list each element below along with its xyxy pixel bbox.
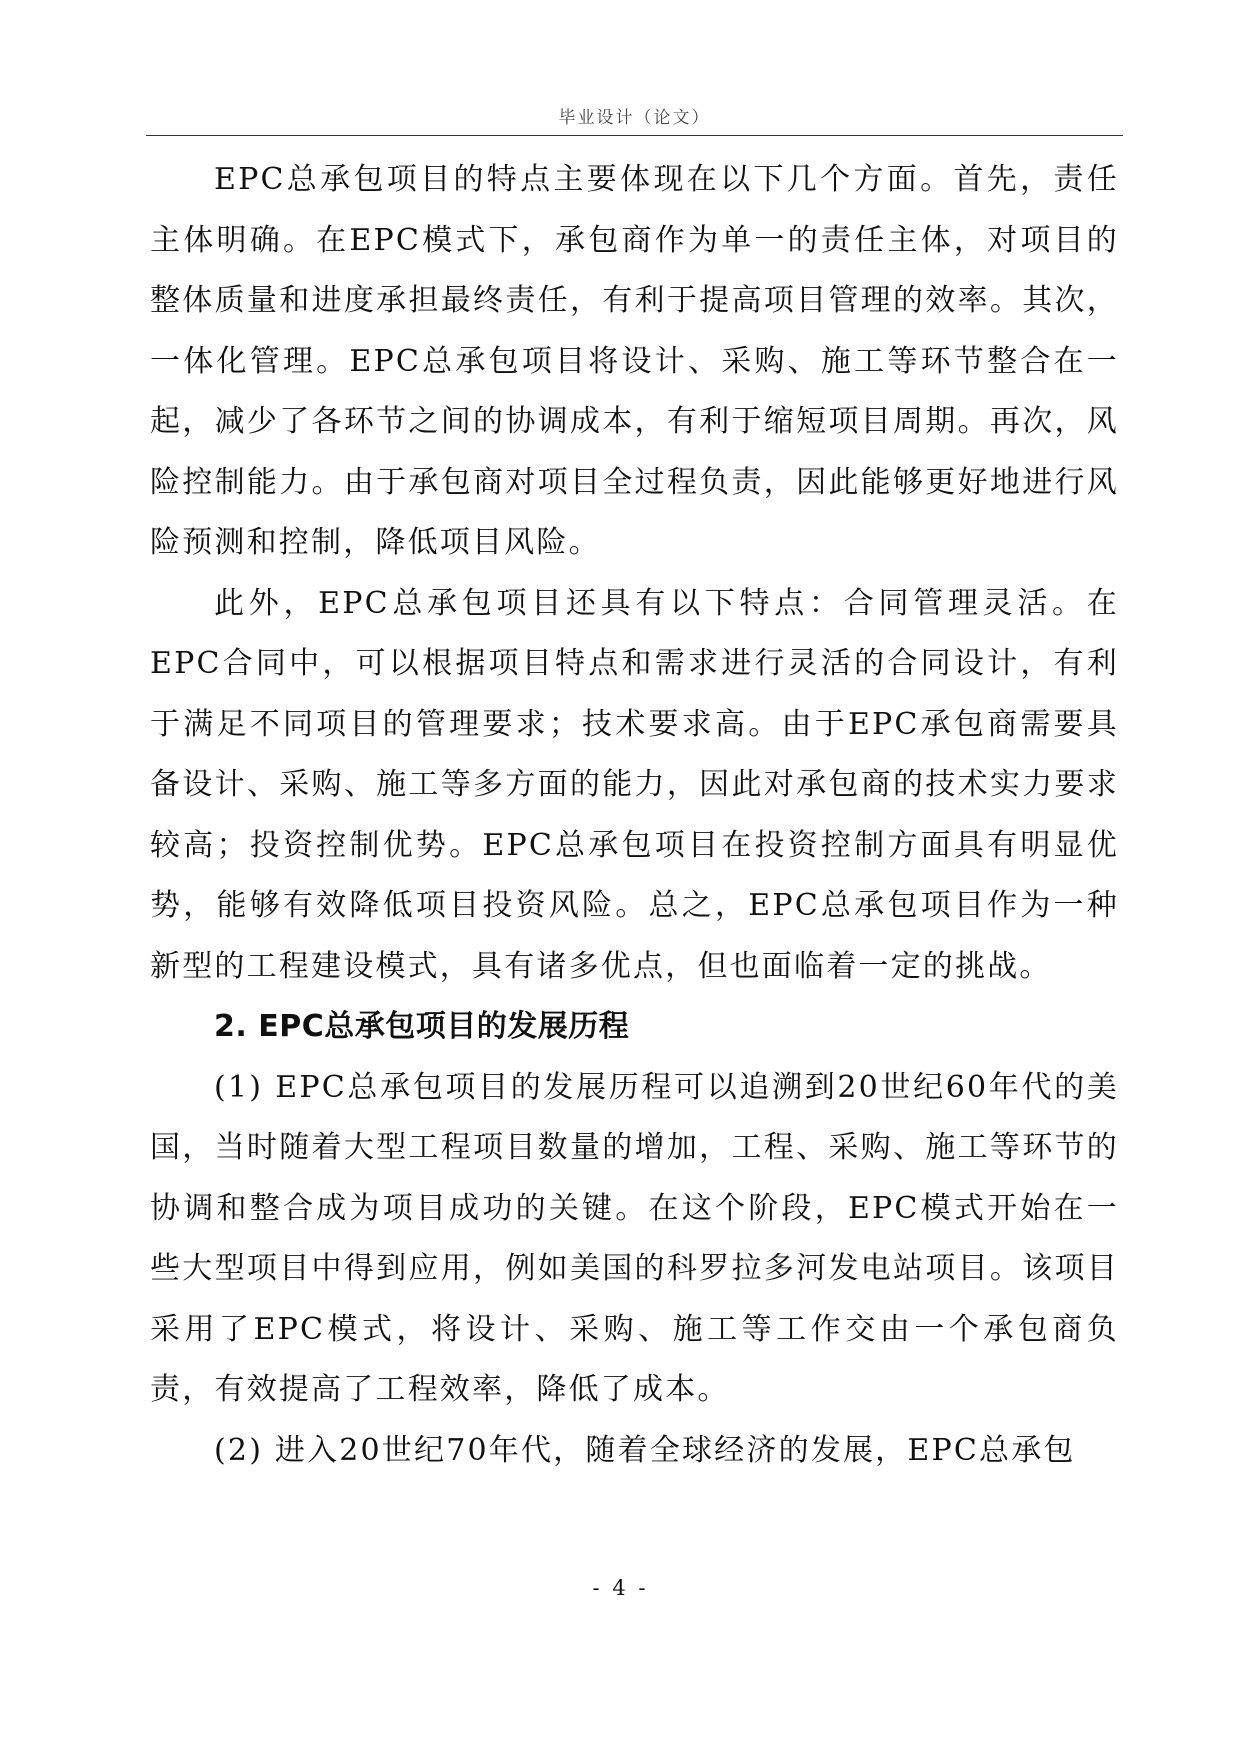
section-heading: 2. EPC总承包项目的发展历程 <box>214 1009 630 1044</box>
header-divider <box>146 135 1123 136</box>
body-paragraph-1: EPC总承包项目的特点主要体现在以下几个方面。首先，责任主体明确。在EPC模式下，承包商作为单一的责任主体，对项目的整体质量和进度承担最终责任，有利于提高项目管理的效率。其次，一体化管理。EPC总承包项目将设计、采购、施工等环节整合在一起，减少了各环节之间的协调成本，有利于缩短项目周期。再次，风险控制能力。由于承包商对项目全过程负责，因此能够更好地进行风险预测和控制，降低项目风险。 <box>150 162 1119 560</box>
body-paragraph-2: 此外，EPC总承包项目还具有以下特点：合同管理灵活。在EPC合同中，可以根据项目特点和需求进行灵活的合同设计，有利于满足不同项目的管理要求；技术要求高。由于EPC承包商需要具备设计、采购、施工等多方面的能力，因此对承包商的技术实力要求较高；投资控制优势。EPC总承包项目在投资控制方面具有明显优势，能够有效降低项目投资风险。总之，EPC总承包项目作为一种新型的工程建设模式，具有诸多优点，但也面临着一定的挑战。 <box>150 585 1119 984</box>
running-header: 毕业设计（论文） <box>558 108 711 128</box>
page-body <box>150 150 1119 1481</box>
section-paragraph-1: (1) EPC总承包项目的发展历程可以追溯到20世纪60年代的美国，当时随着大型工程项目数量的增加，工程、采购、施工等环节的协调和整合成为项目成功的关键。在这个阶段，EPC模式开始在一些大型项目中得到应用，例如美国的科罗拉多河发电站项目。该项目采用了EPC模式，将设计、采购、施工等工作交由一个承包商负责，有效提高了工程效率，降低了成本。 <box>150 1069 1119 1407</box>
section-paragraph-2: (2) 进入20世纪70年代，随着全球经济的发展，EPC总承包 <box>214 1432 1076 1468</box>
page-number: - 4 - <box>592 1576 649 1600</box>
